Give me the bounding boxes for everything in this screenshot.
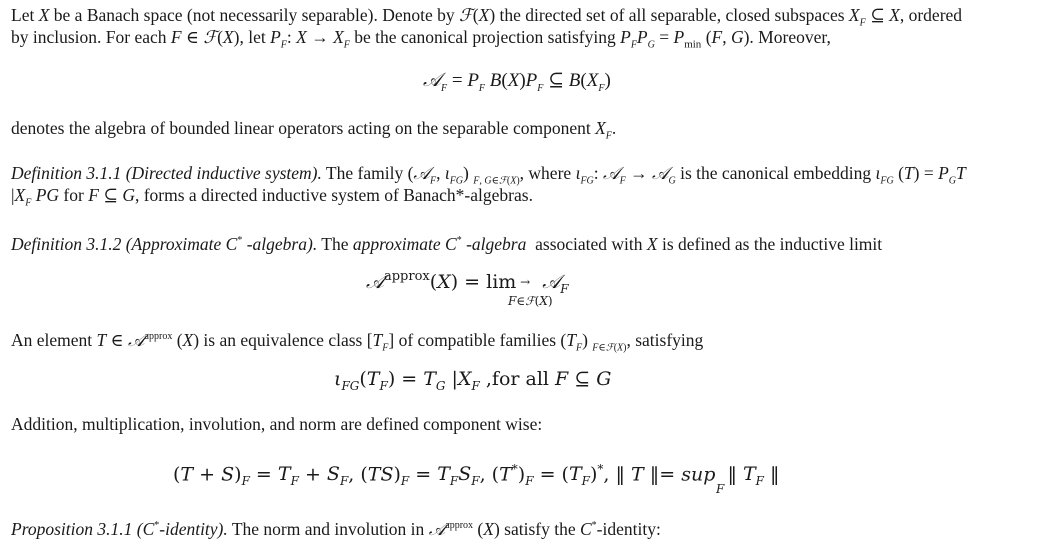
paragraph-1-line-2: by inclusion. For each F ∈ ℱ(X), let $P_F$: $X \to X_F$ be the canonical projection satisfying $P_FP_G = P_{min}$ (F, G). Moreover, [11,27,831,51]
paragraph-3: An element T ∈ 𝒜$^{approx}$ (X) is an equivalence class $[T_F]$ of compatible families $(T_F)$ $_{F\in ℱ(X)}$, satisfying [11,329,704,354]
equation-2-subscript: F∈ℱ(X) [508,294,553,308]
equation-1: 𝒜$_F$ = $P_F$ $B(X)P_F$ ⊆ $B(X_F)$ [423,70,611,94]
definition-1-line-2: $|X_F$ PG for F ⊆ G, forms a directed inductive system of Banach*-algebras. [11,185,533,209]
equation-4: $(T + S)_F = T_F + S_F$, $(TS)_F = T_FS_F$, $(T^*)_F = (T_F)^*$, ‖ T ‖= sup ‖ $T_F$ ‖ [173,462,780,489]
paragraph-1-line-1: Let X be a Banach space (not necessarily separable). Denote by ℱ(X) the directed set of all separable, closed subspaces $X_F$ ⊆ X, ordered [11,5,963,29]
equation-2: 𝒜$^{approx}$(X) = lim → 𝒜$_F$ [366,269,569,296]
paragraph-4: Addition, multiplication, involution, and norm are defined component wise: [11,414,543,434]
paragraph-2: denotes the algebra of bounded linear operators acting on the separable component $X_F$. [11,118,617,142]
proposition-1: Proposition 3.1.1 (C*-identity). The norm and involution in 𝒜$^{approx}$ (X) satisfy the C*-identity: [11,518,661,539]
definition-1-line-1: Definition 3.1.1 (Directed inductive system). The family (𝒜$_F$, $\iota_{FG}$) $_{F, G\in ℱ(X)}$, where $\iota_{FG}$: 𝒜$_F$ → 𝒜$_G$ is the canonical embedding $\iota_{FG}$ $(T) = P_GT$ [11,163,966,187]
equation-3: $\iota_{FG}(T_F) = T_G$ $|X_F$ ,for all F ⊆ G [334,368,612,393]
definition-2: Definition 3.1.2 (Approximate C* -algebra). The approximate C* -algebra associated with X is defined as the inductive limit [11,233,883,254]
equation-4-subscript: F [716,482,725,496]
